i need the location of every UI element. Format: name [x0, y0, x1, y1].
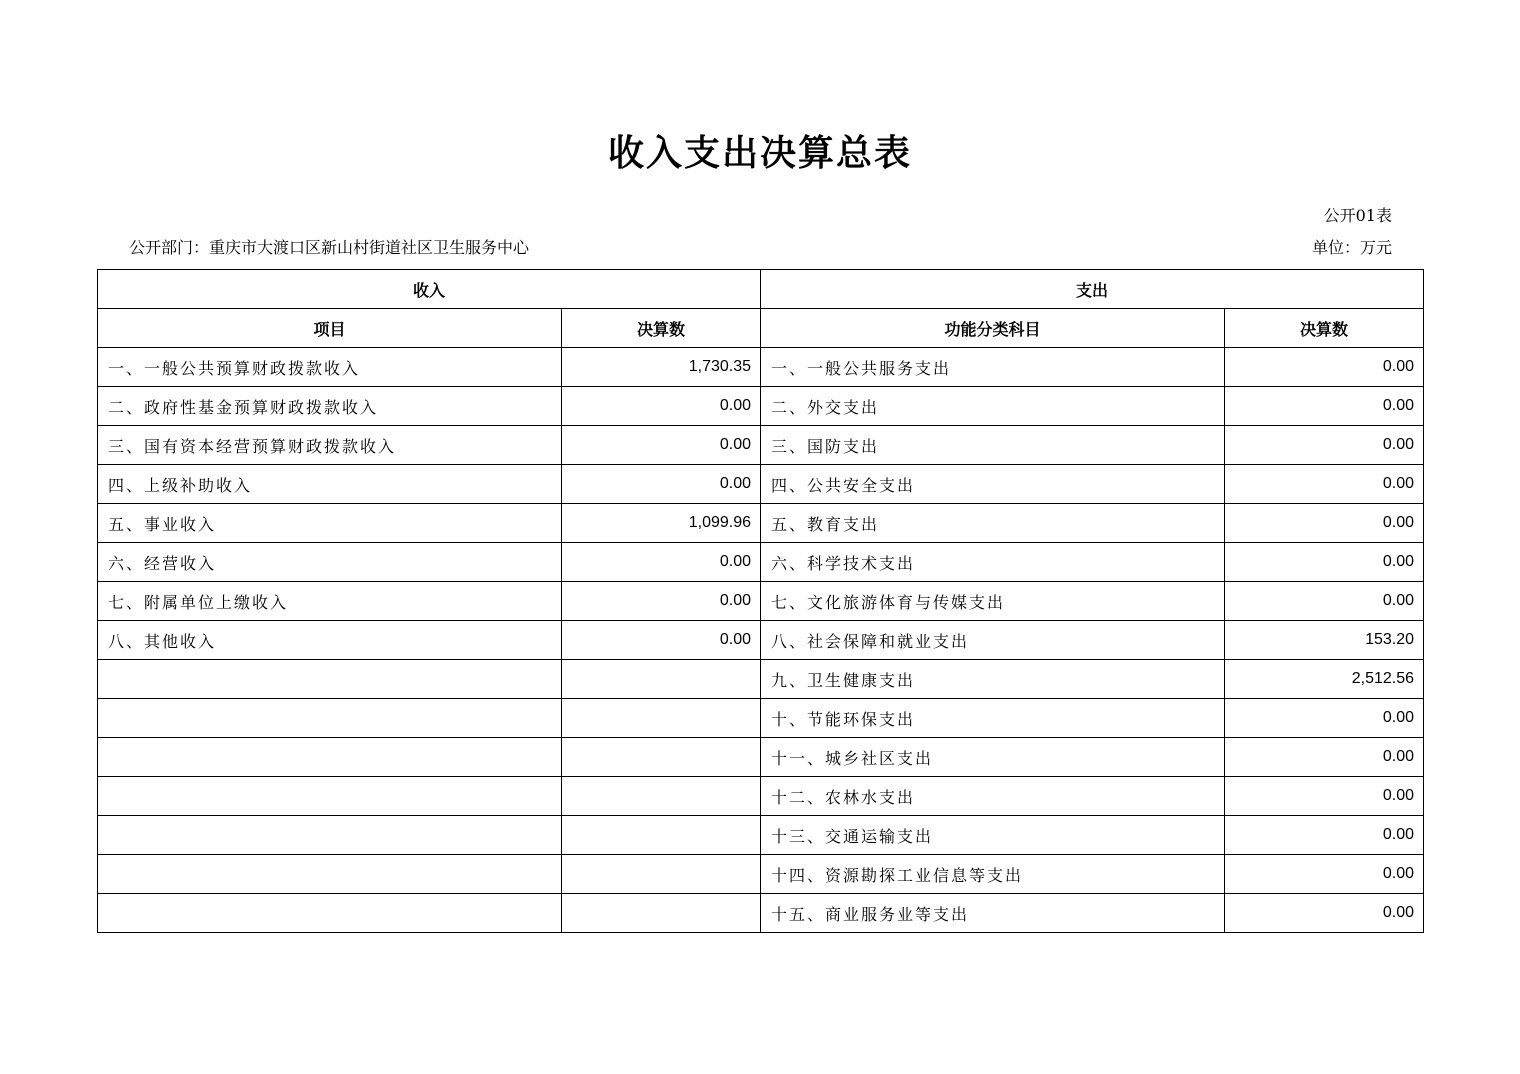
- column-header-function: 功能分类科目: [761, 309, 1225, 348]
- income-item-cell: [98, 816, 562, 855]
- expense-amount-cell: 0.00: [1225, 816, 1424, 855]
- table-row: [98, 855, 1424, 894]
- table-row: [98, 777, 1424, 816]
- income-expense-table: [97, 269, 1424, 933]
- income-item-cell: [98, 855, 562, 894]
- income-item-cell: [98, 660, 562, 699]
- income-item-cell: 三、国有资本经营预算财政拨款收入: [98, 426, 562, 465]
- unit-label: 单位：万元: [1311, 238, 1392, 257]
- table-row: [98, 894, 1424, 933]
- table-row: [98, 816, 1424, 855]
- expense-item-cell: 十四、资源勘探工业信息等支出: [761, 855, 1225, 894]
- expense-item-cell: 二、外交支出: [761, 387, 1225, 426]
- expense-item-cell: 一、一般公共服务支出: [761, 348, 1225, 387]
- expense-item-cell: 六、科学技术支出: [761, 543, 1225, 582]
- column-header-amount: 决算数: [562, 309, 761, 348]
- expense-amount-cell: 0.00: [1225, 348, 1424, 387]
- expense-section-header: 支出: [761, 270, 1424, 309]
- income-amount-cell: 1,730.35: [562, 348, 761, 387]
- income-item-cell: 四、上级补助收入: [98, 465, 562, 504]
- expense-amount-cell: 0.00: [1225, 582, 1424, 621]
- income-amount-cell: [562, 894, 761, 933]
- table-row: [98, 582, 1424, 621]
- income-amount-cell: [562, 738, 761, 777]
- column-header-row: [98, 309, 1424, 348]
- expense-amount-cell: 2,512.56: [1225, 660, 1424, 699]
- income-item-cell: [98, 894, 562, 933]
- expense-amount-cell: 0.00: [1225, 738, 1424, 777]
- table-row: [98, 543, 1424, 582]
- expense-amount-cell: 0.00: [1225, 426, 1424, 465]
- table-row: [98, 348, 1424, 387]
- expense-amount-cell: 0.00: [1225, 465, 1424, 504]
- section-header-row: [98, 270, 1424, 309]
- expense-item-cell: 八、社会保障和就业支出: [761, 621, 1225, 660]
- income-item-cell: 一、一般公共预算财政拨款收入: [98, 348, 562, 387]
- expense-item-cell: 十、节能环保支出: [761, 699, 1225, 738]
- expense-amount-cell: 0.00: [1225, 387, 1424, 426]
- income-amount-cell: 0.00: [562, 582, 761, 621]
- income-amount-cell: [562, 660, 761, 699]
- income-amount-cell: 1,099.96: [562, 504, 761, 543]
- expense-amount-cell: 0.00: [1225, 699, 1424, 738]
- income-amount-cell: 0.00: [562, 543, 761, 582]
- income-item-cell: [98, 699, 562, 738]
- expense-amount-cell: 0.00: [1225, 777, 1424, 816]
- table-row: [98, 738, 1424, 777]
- department-label: 公开部门：重庆市大渡口区新山村街道社区卫生服务中心: [129, 238, 530, 257]
- table-row: [98, 621, 1424, 660]
- income-item-cell: 六、经营收入: [98, 543, 562, 582]
- income-amount-cell: [562, 699, 761, 738]
- expense-item-cell: 四、公共安全支出: [761, 465, 1225, 504]
- table-body: [98, 348, 1424, 933]
- expense-item-cell: 十二、农林水支出: [761, 777, 1225, 816]
- expense-amount-cell: 0.00: [1225, 543, 1424, 582]
- table-row: [98, 504, 1424, 543]
- income-amount-cell: 0.00: [562, 621, 761, 660]
- column-header-item: 项目: [98, 309, 562, 348]
- expense-item-cell: 三、国防支出: [761, 426, 1225, 465]
- income-item-cell: 七、附属单位上缴收入: [98, 582, 562, 621]
- income-item-cell: [98, 738, 562, 777]
- expense-amount-cell: 153.20: [1225, 621, 1424, 660]
- income-item-cell: 五、事业收入: [98, 504, 562, 543]
- income-item-cell: 二、政府性基金预算财政拨款收入: [98, 387, 562, 426]
- expense-item-cell: 九、卫生健康支出: [761, 660, 1225, 699]
- table-row: [98, 699, 1424, 738]
- table-row: [98, 387, 1424, 426]
- table-row: [98, 426, 1424, 465]
- income-item-cell: 八、其他收入: [98, 621, 562, 660]
- page-title: 收入支出决算总表: [607, 133, 912, 174]
- income-amount-cell: 0.00: [562, 465, 761, 504]
- income-amount-cell: [562, 816, 761, 855]
- form-number: 公开01表: [1323, 206, 1392, 225]
- income-item-cell: [98, 777, 562, 816]
- expense-item-cell: 十五、商业服务业等支出: [761, 894, 1225, 933]
- expense-amount-cell: 0.00: [1225, 855, 1424, 894]
- table-row: [98, 660, 1424, 699]
- income-section-header: 收入: [98, 270, 761, 309]
- expense-amount-cell: 0.00: [1225, 894, 1424, 933]
- expense-item-cell: 十一、城乡社区支出: [761, 738, 1225, 777]
- income-amount-cell: 0.00: [562, 426, 761, 465]
- expense-item-cell: 五、教育支出: [761, 504, 1225, 543]
- expense-item-cell: 七、文化旅游体育与传媒支出: [761, 582, 1225, 621]
- income-amount-cell: 0.00: [562, 387, 761, 426]
- income-amount-cell: [562, 777, 761, 816]
- income-amount-cell: [562, 855, 761, 894]
- column-header-amount-expense: 决算数: [1225, 309, 1424, 348]
- expense-item-cell: 十三、交通运输支出: [761, 816, 1225, 855]
- expense-amount-cell: 0.00: [1225, 504, 1424, 543]
- table-row: [98, 465, 1424, 504]
